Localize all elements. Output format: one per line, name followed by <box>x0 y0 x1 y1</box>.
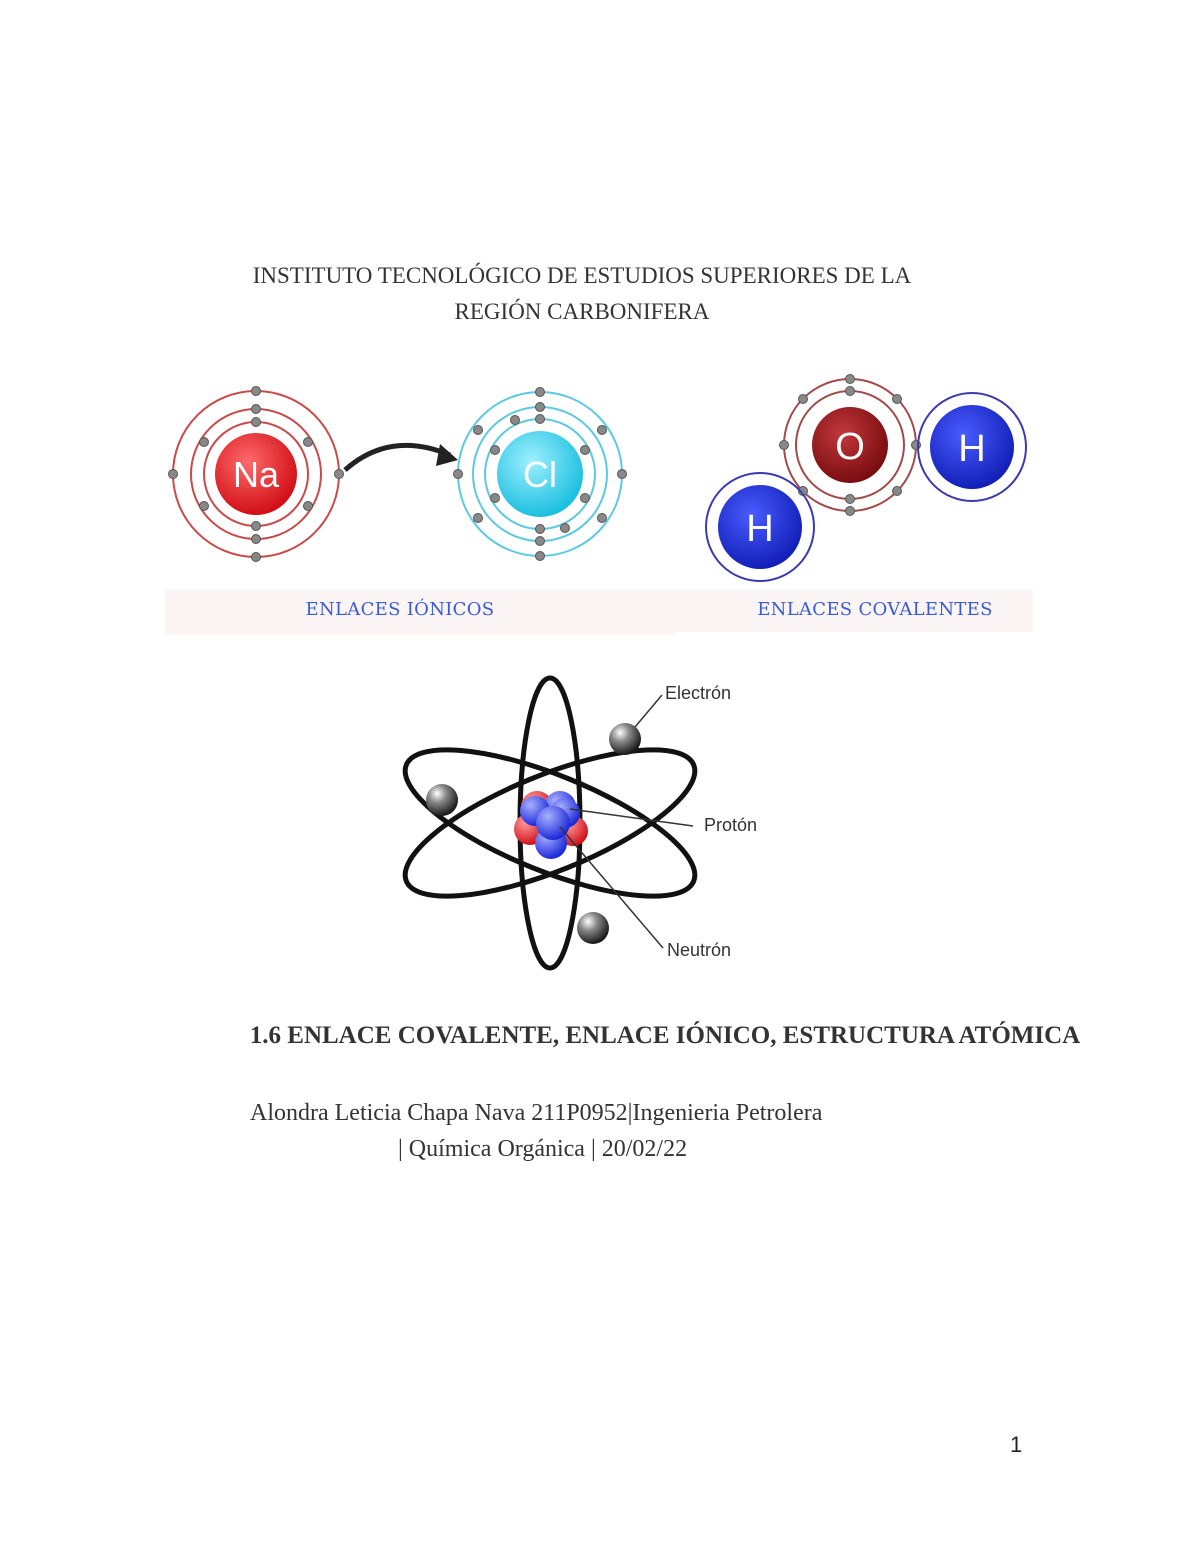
electron-top-right <box>609 723 641 755</box>
atom-structure-figure <box>395 645 795 1005</box>
author-line-1: Alondra Leticia Chapa Nava 211P0952|Ingenieria Petrolera <box>250 1100 823 1126</box>
electron-bottom <box>577 912 609 944</box>
chlorine-symbol: Cl <box>523 454 557 495</box>
page-number: 1 <box>1010 1432 1023 1457</box>
document-title: 1.6 ENLACE COVALENTE, ENLACE IÓNICO, ESTRUCTURA ATÓMICA <box>249 1022 1081 1049</box>
electron-left <box>426 784 458 816</box>
electron-label: Electrón <box>665 683 732 703</box>
hydrogen-symbol-right: H <box>958 428 986 470</box>
electron-transfer-arrow <box>345 445 450 470</box>
neutron-label: Neutrón <box>667 940 732 960</box>
covalent-caption: ENLACES COVALENTES <box>757 599 993 620</box>
nucleus <box>514 791 588 859</box>
hydrogen-atom-left <box>706 473 814 581</box>
institution-line-2: REGIÓN CARBONIFERA <box>454 299 710 324</box>
oxygen-atom <box>780 375 921 516</box>
author-line-2: | Química Orgánica | 20/02/22 <box>398 1136 688 1162</box>
sodium-atom <box>169 387 344 562</box>
hydrogen-symbol-left: H <box>746 508 774 550</box>
ionic-caption: ENLACES IÓNICOS <box>305 599 495 620</box>
hydrogen-atom-right <box>918 393 1026 501</box>
institution-line-1: INSTITUTO TECNOLÓGICO DE ESTUDIOS SUPERIORES DE LA <box>252 263 912 288</box>
proton-label: Protón <box>704 815 758 835</box>
institution-header <box>150 258 1014 330</box>
sodium-symbol: Na <box>232 454 280 495</box>
arrow-head-icon <box>436 444 458 466</box>
covalent-bond-figure <box>545 370 1035 640</box>
oxygen-symbol: O <box>835 426 865 468</box>
